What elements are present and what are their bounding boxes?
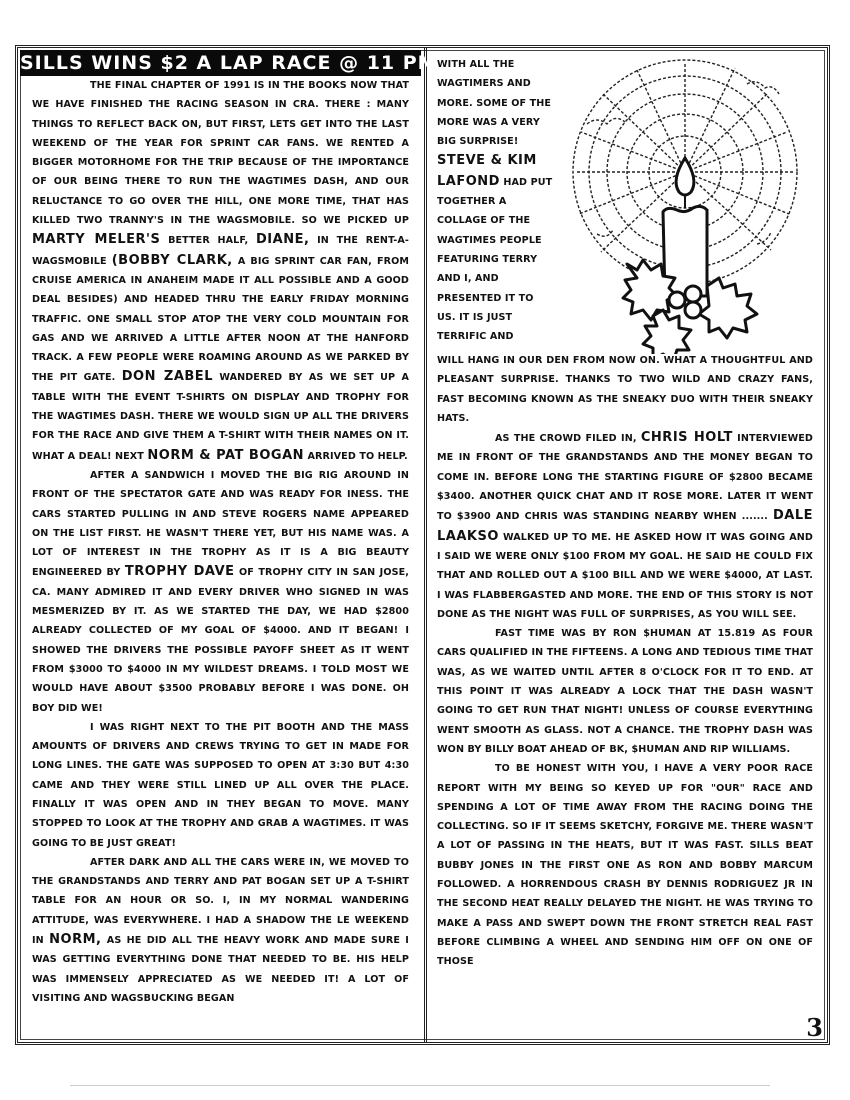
body-text: WANDERED BY AS WE SET UP A TABLE WITH THE EVENT T-SHIRTS ON DISPLAY AND TROPHY FOR THE WAGTIMES DASH. THERE WE WOULD SIGN UP ALL THE DRIVERS FOR THE RACE AND GIVE THEM A T-SHIRT WITH THEIR NAMES ON IT. WHAT A DEAL! NEXT [32, 372, 409, 462]
paragraph: FAST TIME WAS BY RON $HUMAN AT 15.819 AS FOUR CARS QUALIFIED IN THE FIFTEENS. A LONG AND TEDIOUS TIME THAT WAS, AS WE WAITED UNTIL AFTER 8 O'CLOCK FOR IT TO END. AT THIS POINT IT WAS ALREADY A LOCK THAT THE DASH WASN'T GOING TO GET RUN THAT NIGHT! UNLESS OF COURSE EVERYTHING WENT SMOOTH AS GLASS. NOT A CHANCE. THE TROPHY DASH WAS WON BY BILLY BOAT AHEAD OF BK, $HUMAN AND RIP WILLIAMS. [437, 628, 813, 755]
left-column [18, 48, 438, 1008]
paragraph [32, 76, 409, 466]
name-highlight: STEVE & KIM LAFOND [437, 153, 537, 189]
body-text: AFTER DARK AND ALL THE CARS WERE IN, WE MOVED TO THE GRANDSTANDS AND TERRY AND PAT BOGAN SET UP A T-SHIRT TABLE FOR AN HOUR OR SO. I, IN MY NORMAL WANDERING ATTITUDE, WAS EVERYWHERE. I HAD A SHADOW THE LE WEEKEND IN [32, 856, 409, 947]
newsletter-page-frame [15, 45, 830, 1045]
body-text: AFTER A SANDWICH I MOVED THE BIG RIG AROUND IN FRONT OF THE SPECTATOR GATE AND WAS READY FOR INESS. THE CARS STARTED PULLING IN AND STEVE ROGERS NAME APPEARED ON THE LIST FIRST. HE WASN'T THERE YET, BUT HIS NAME WAS. A LOT OF INTEREST IN THE TROPHY AS IT IS A BIG BEAUTY ENGINEERED BY [32, 469, 409, 579]
right-column-text [429, 351, 827, 972]
right-column [429, 48, 827, 1042]
article-title: SILLS WINS $2 A LAP RACE @ 11 PM [20, 52, 438, 74]
name-highlight: TROPHY DAVE [124, 564, 235, 580]
body-text: ARRIVED TO HELP. [307, 450, 408, 462]
paragraph [437, 428, 813, 624]
body-text: WITH ALL THE WAGTIMERS AND MORE. SOME OF THE MORE WAS A VERY BIG SURPRISE! [437, 59, 552, 148]
body-text: OF TROPHY CITY IN SAN JOSE, CA. MANY ADMIRED IT AND EVERY DRIVER WHO SIGNED IN WAS MESMERIZED BY IT. AS WE STARTED THE DAY, WE HAD $2800 ALREADY COLLECTED OF MY GOAL OF $4000. AND IT BEGAN! I SHOWED THE DRIVERS THE POSSIBLE PAYOFF SHEET AS IT WENT FROM $3000 TO $4000 IN MY WILDEST DREAMS. I TOLD MOST WE WOULD HAVE ABOUT $3500 PROBABLY BEFORE I WAS DONE. OH BOY DID WE! [32, 567, 409, 714]
name-highlight: NORM & PAT BOGAN [147, 447, 305, 463]
name-highlight: DALE LAAKSO [437, 508, 813, 544]
body-text: THE FINAL CHAPTER OF 1991 IS IN THE BOOKS NOW THAT WE HAVE FINISHED THE RACING SEASON IN CRA. THERE : MANY THINGS TO REFLECT BACK ON, BUT FIRST, LETS GET INTO THE LAST WEEKEND OF THE YEAR FOR SPRINT CAR FANS. WE RENTED A BIGGER MOTORHOME FOR THE TRIP BECAUSE OF THE IMPORTANCE OF OUR BEING THERE TO RUN THE WAGTIMES DASH, AND OUR RELUCTANCE TO GO OVER THE HILL, ONE MORE TIME, THAT HAS KILLED TWO TRANNY'S IN THE WAGSMOBILE. SO WE PICKED UP [32, 80, 409, 227]
holly-berry [669, 292, 685, 308]
name-highlight: MARTY MELER'S [32, 232, 161, 248]
name-highlight: CHRIS HOLT [640, 430, 733, 446]
candle-flame [676, 158, 694, 195]
name-highlight: DIANE, [256, 232, 310, 248]
body-text: A BIG SPRINT CAR FAN, FROM CRUISE AMERICA IN ANAHEIM MADE IT ALL POSSIBLE AND A GOOD DEAL BESIDES) AND HEADED THRU THE EARLY FRIDAY MORNING TRAFFIC. ONE SMALL STOP ATOP THE VERY COLD MOUNTAIN FOR GAS AND WE ARRIVED A LITTLE AFTER NOON AT THE HANFORD TRACK. A FEW PEOPLE WERE ROAMING AROUND AS WE PARKED BY THE PIT GATE. [32, 255, 410, 384]
paragraph: WILL HANG IN OUR DEN FROM NOW ON. WHAT A THOUGHTFUL AND PLEASANT SURPRISE. THANKS TO TWO WILD AND CRAZY FANS, FAST BECOMING KNOWN AS THE SNEAKY DUO WITH THEIR SNEAKY HATS. [437, 355, 813, 424]
body-text: AS THE CROWD FILED IN, [495, 433, 637, 445]
paragraph: I WAS RIGHT NEXT TO THE PIT BOOTH AND THE MASS AMOUNTS OF DRIVERS AND CREWS TRYING TO GET IN MADE FOR LONG LINES. THE GATE WAS SUPPOSED TO OPEN AT 3:30 BUT 4:30 CAME AND THEY WERE STILL LINED UP ALL OVER THE PLACE. FINALLY IT WAS OPEN AND IN THEY BEGAN TO MOVE. MANY STOPPED TO LOOK AT THE TROPHY AND GRAB A WAGTIMES. IT WAS GOING TO BE JUST GREAT! [32, 721, 409, 849]
name-highlight: NORM, [49, 932, 102, 948]
paragraph [32, 853, 409, 1008]
candle-wreath-icon [557, 54, 817, 354]
holly-berry [685, 302, 701, 318]
column-divider [424, 48, 427, 1042]
body-text: AS HE DID ALL THE HEAVY WORK AND MADE SURE I WAS GETTING EVERYTHING DONE THAT NEEDED TO BE. HIS HELP WAS IMMENSELY APPRECIATED AS WE NEEDED IT! A LOT OF VISITING AND WAGSBUCKING BEGAN [32, 935, 409, 1004]
holly-berry [685, 286, 701, 302]
page-number: 3 [806, 1013, 823, 1042]
paragraph: TO BE HONEST WITH YOU, I HAVE A VERY POOR RACE REPORT WITH MY BEING SO KEYED UP FOR "OUR" RACE AND SPENDING A LOT OF TIME AWAY FROM THE RACING DOING THE COLLECTING. SO IF IT SEEMS SKETCHY, FORGIVE ME. THERE WASN'T A LOT OF PASSING IN THE HEATS, BUT IT WAS FAST. SILLS BEAT BUBBY JONES IN THE FIRST ONE AS RON AND BOBBY MARCUM FOLLOWED. A HORRENDOUS CRASH BY DENNIS RODRIGUEZ JR IN THE SECOND HEAT REALLY DELAYED THE NIGHT. HE WAS TRYING TO MAKE A PASS AND SWEPT DOWN THE FRONT STRETCH REAL FAST BEFORE CLIMBING A WHEEL AND SENDING HIM OFF ON ONE OF THOSE [437, 763, 813, 968]
holly-leaf [699, 278, 757, 338]
body-text: BETTER HALF, [168, 235, 249, 247]
name-highlight: (BOBBY CLARK, [111, 252, 233, 268]
body-text: IN THE RENT-A-WAGSMOBILE [32, 235, 409, 267]
paragraph [32, 466, 409, 718]
name-highlight: DON ZABEL [121, 369, 213, 385]
body-text: WALKED UP TO ME. HE ASKED HOW IT WAS GOING AND I SAID WE WERE ONLY $100 FROM MY GOAL. HE SAID HE COULD FIX THAT AND ROLLED OUT A $100 BILL AND WE WERE $4000, AT LAST. I WAS FLABBERGASTED AND MORE. THE END OF THIS STORY IS NOT DONE AS THE NIGHT WAS FULL OF SURPRISES, AS YOU WILL SEE. [437, 531, 813, 620]
scan-artifact-line [70, 1085, 770, 1086]
body-text: INTERVIEWED ME IN FRONT OF THE GRANDSTANDS AND THE MONEY BEGAN TO COME IN. BEFORE LONG THE STARTING FIGURE OF $2800 BECAME $3400. ANOTHER QUICK CHAT AND IT ROSE MORE. LATER IT WENT TO $3900 AND CHRIS WAS STANDING NEARBY WHEN ....... [437, 433, 813, 523]
left-column-text [18, 76, 423, 1008]
body-text: HAD PUT TOGETHER A COLLAGE OF THE WAGTIMES PEOPLE FEATURING TERRY AND I, AND PRESENTED IT TO US. IT IS JUST TERRIFIC AND [437, 176, 553, 343]
narrow-text-beside-illustration [429, 48, 555, 346]
